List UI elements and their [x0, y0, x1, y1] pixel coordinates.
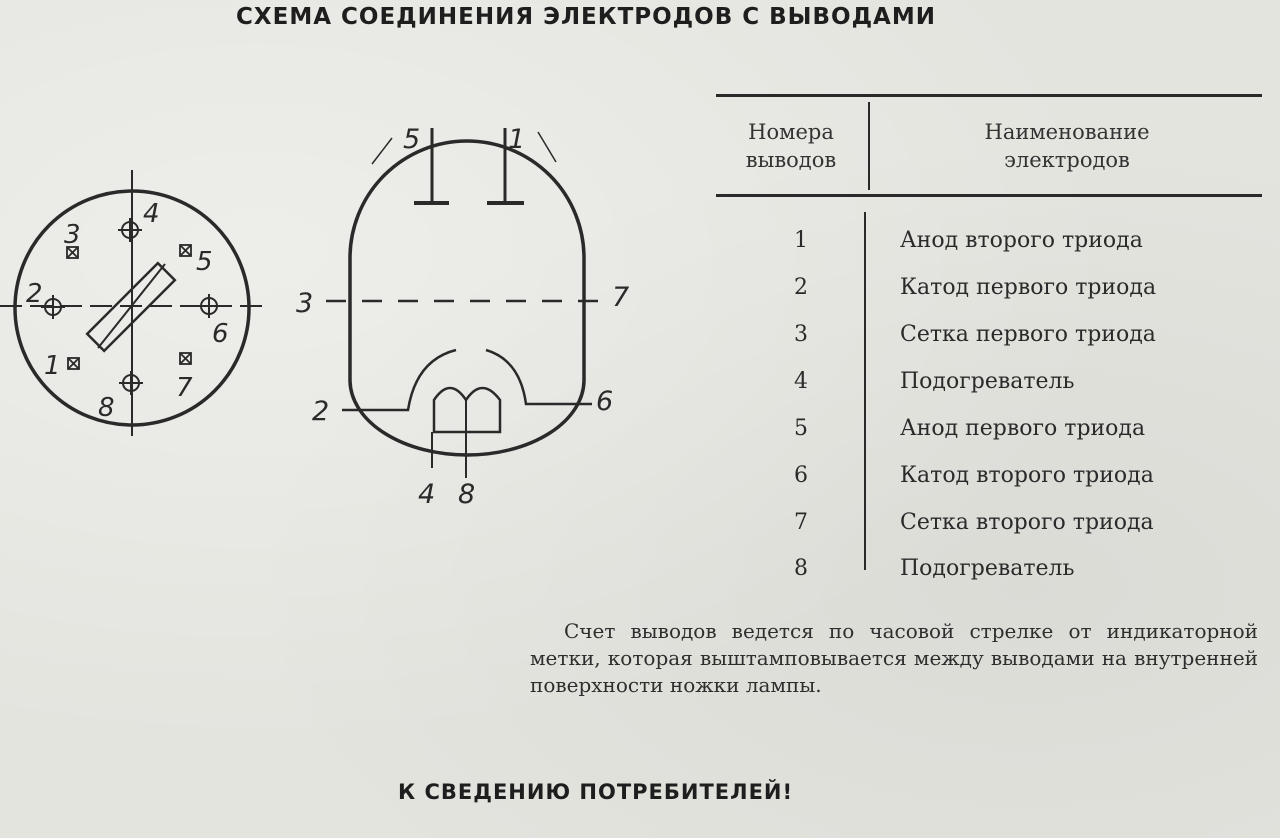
electrode-name: Анод второго триода: [900, 228, 1143, 253]
pin-counting-note: Счет выводов ведется по часовой стрелке от индикаторной метки, которая выштамповывается между выводами на внутренней поверхности ножки лампы.: [530, 619, 1258, 697]
cathode-first-triode: [342, 350, 456, 410]
document-title: СХЕМА СОЕДИНЕНИЯ ЭЛЕКТРОДОВ С ВЫВОДАМИ: [236, 4, 936, 30]
base-pin-label-3: 3: [64, 220, 81, 250]
header-electrode-names-line-2: электродов: [1004, 148, 1130, 172]
pin-assignment-table: [716, 94, 1262, 584]
tube-label-anode-5: 5: [403, 124, 421, 155]
pin-number: 4: [794, 369, 808, 394]
tube-label-anode-1: 1: [508, 124, 526, 155]
electrode-name: Подогреватель: [900, 556, 1075, 581]
table-row: [716, 510, 1262, 556]
table-header-electrode-names: [872, 118, 1262, 174]
header-electrode-names-line-1: Наименование: [984, 120, 1150, 144]
base-pin-label-1: 1: [44, 351, 61, 381]
pin-number: 7: [794, 510, 808, 535]
table-row: [716, 228, 1262, 274]
tube-labels: [296, 124, 629, 510]
pin-number: 8: [794, 556, 808, 581]
pin-number: 5: [794, 416, 808, 441]
tube-label-heater-4: 4: [418, 479, 436, 510]
table-top-rule: [716, 94, 1262, 97]
cathode-second-triode: [486, 350, 592, 404]
base-pin-label-7: 7: [176, 373, 193, 403]
pin-number: 1: [794, 228, 808, 253]
pin-number: 3: [794, 322, 808, 347]
tube-electrode-diagram: [326, 128, 608, 478]
electrode-diagrams: [0, 0, 700, 540]
electrode-name: Сетка первого триода: [900, 322, 1156, 347]
tube-label-cathode-6: 6: [596, 386, 614, 417]
table-row: [716, 463, 1262, 509]
base-pin-label-5: 5: [196, 247, 213, 277]
base-pin-label-2: 2: [26, 279, 43, 309]
pin-6-marker: [197, 294, 221, 318]
base-pin-label-8: 8: [98, 393, 115, 423]
electrode-name: Катод первого триода: [900, 275, 1157, 300]
electrode-name: Подогреватель: [900, 369, 1075, 394]
pin-2-marker: [41, 295, 65, 319]
tube-label-grid-7: 7: [612, 282, 630, 313]
base-pin-label-6: 6: [212, 319, 229, 349]
pin-8-marker: [119, 371, 143, 395]
pin-7-marker: [180, 353, 191, 364]
electrode-name: Сетка второго триода: [900, 510, 1154, 535]
table-row: [716, 416, 1262, 462]
base-pin-label-4: 4: [143, 199, 160, 229]
electrode-name: Катод второго триода: [900, 463, 1154, 488]
table-header-divider: [868, 102, 870, 190]
tube-label-cathode-2: 2: [312, 396, 330, 427]
consumer-notice-heading: К СВЕДЕНИЮ ПОТРЕБИТЕЛЕЙ!: [398, 780, 794, 804]
electrode-name: Анод первого триода: [900, 416, 1146, 441]
pin-number: 2: [794, 275, 808, 300]
table-row: [716, 369, 1262, 415]
table-row: [716, 322, 1262, 368]
table-row: [716, 556, 1262, 602]
table-row: [716, 275, 1262, 321]
pin-5-marker: [180, 245, 191, 256]
header-pin-numbers-line-2: выводов: [745, 148, 837, 172]
pin-number: 6: [794, 463, 808, 488]
table-header-pin-numbers: [716, 118, 866, 174]
pin-4-marker: [118, 218, 142, 242]
header-pin-numbers-line-1: Номера: [748, 120, 834, 144]
tube-label-grid-3: 3: [296, 288, 314, 319]
table-header-rule: [716, 194, 1262, 197]
tube-label-heater-8: 8: [458, 479, 476, 510]
pin-1-marker: [68, 358, 79, 369]
